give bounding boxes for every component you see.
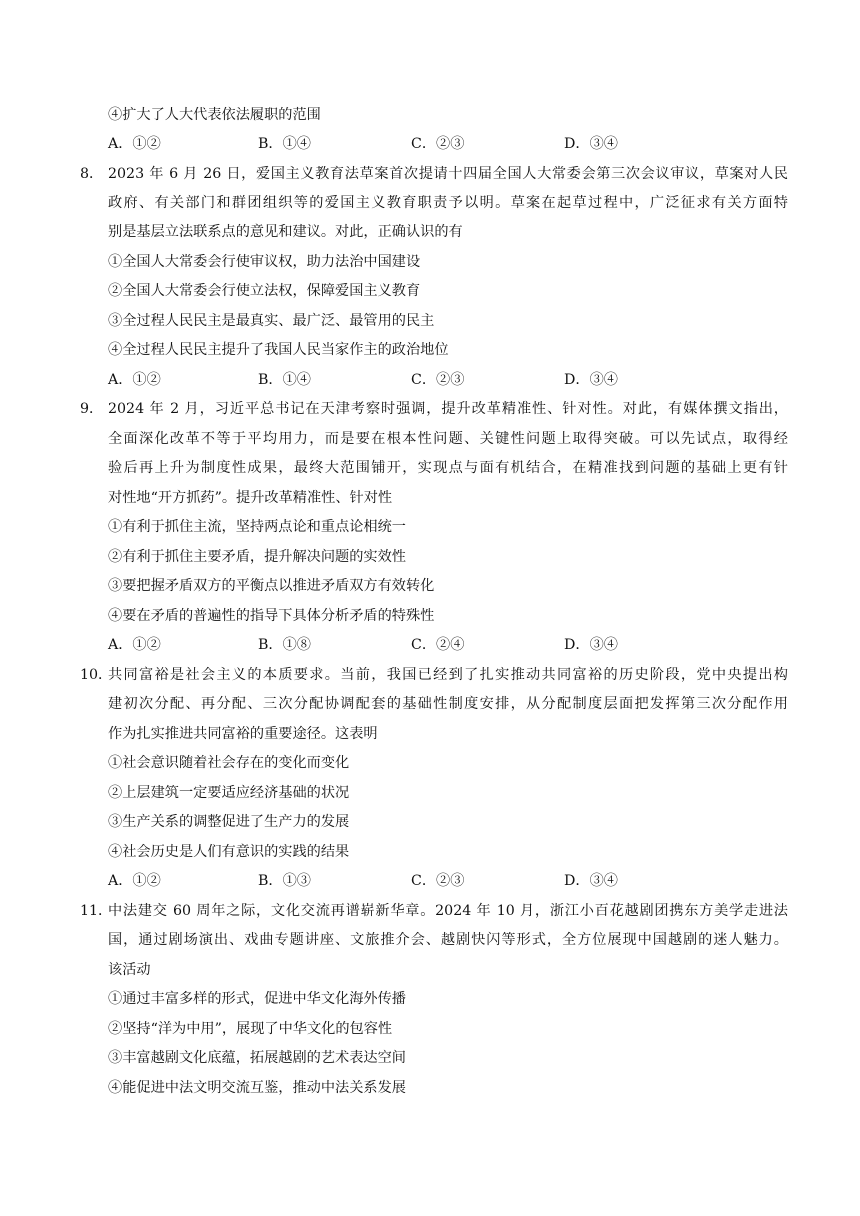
option-a: A．①② bbox=[108, 637, 161, 653]
question-stem-line: 对性地“开方抓药”。提升改革精准性、针对性 bbox=[108, 490, 393, 506]
question-stem-line: 建初次分配、再分配、三次分配协调配套的基础性制度安排，从分配制度层面把发挥第三次分配作用 bbox=[108, 696, 788, 712]
option-a: A．①② bbox=[108, 136, 161, 152]
statement-line: ③要把握矛盾双方的平衡点以推进矛盾双方有效转化 bbox=[108, 578, 435, 594]
statement-line: ①通过丰富多样的形式，促进中华文化海外传播 bbox=[108, 991, 406, 1007]
question-stem-line: 共同富裕是社会主义的本质要求。当前，我国已经到了扎实推动共同富裕的历史阶段，党中央提出构 bbox=[108, 667, 788, 683]
option-a: A．①② bbox=[108, 873, 161, 889]
statement-line: ①社会意识随着社会存在的变化而变化 bbox=[108, 755, 350, 771]
statement-line: ④要在矛盾的普遍性的指导下具体分析矛盾的特殊性 bbox=[108, 608, 435, 624]
question-number: 9． bbox=[80, 401, 104, 417]
option-b: B．①④ bbox=[258, 136, 311, 152]
statement-line: ③生产关系的调整促进了生产力的发展 bbox=[108, 814, 350, 830]
option-d: D．③④ bbox=[564, 372, 618, 388]
statement-line: ④全过程人民民主提升了我国人民当家作主的政治地位 bbox=[108, 342, 449, 358]
statement-line: ④能促进中法文明交流互鉴，推动中法关系发展 bbox=[108, 1080, 406, 1096]
question-stem-line: 全面深化改革不等于平均用力，而是要在根本性问题、关键性问题上取得突破。可以先试点，取得经 bbox=[108, 431, 788, 447]
option-c: C．②④ bbox=[411, 637, 465, 653]
statement-line: ②有利于抓住主要矛盾，提升解决问题的实效性 bbox=[108, 549, 406, 565]
question-stem-line: 中法建交 60 周年之际，文化交流再谱崭新华章。2024 年 10 月，浙江小百花越剧团携东方美学走进法 bbox=[108, 903, 788, 919]
statement-line: ③丰富越剧文化底蕴，拓展越剧的艺术表达空间 bbox=[108, 1050, 406, 1066]
option-d: D．③④ bbox=[564, 873, 618, 889]
statement-line: ②全国人大常委会行使立法权，保障爱国主义教育 bbox=[108, 283, 421, 299]
question-number: 10． bbox=[80, 667, 113, 683]
option-a: A．①② bbox=[108, 372, 161, 388]
option-c: C．②③ bbox=[411, 136, 465, 152]
question-number: 11． bbox=[80, 903, 113, 919]
option-b: B．①④ bbox=[258, 372, 311, 388]
question-stem-line: 2023 年 6 月 26 日，爱国主义教育法草案首次提请十四届全国人大常委会第三次会议审议，草案对人民 bbox=[108, 166, 788, 182]
answer-options bbox=[108, 871, 788, 891]
answer-options bbox=[108, 370, 788, 390]
option-b: B．①⑧ bbox=[258, 637, 311, 653]
question-stem-line: 该活动 bbox=[108, 962, 151, 978]
statement-line: ④社会历史是人们有意识的实践的结果 bbox=[108, 844, 350, 860]
question-stem-line: 政府、有关部门和群团组织等的爱国主义教育职责予以明。草案在起草过程中，广泛征求有关方面特 bbox=[108, 195, 788, 211]
option-c: C．②③ bbox=[411, 372, 465, 388]
question-stem-line: 别是基层立法联系点的意见和建议。对此，正确认识的有 bbox=[108, 224, 463, 240]
statement-line: ①有利于抓住主流，坚持两点论和重点论相统一 bbox=[108, 519, 406, 535]
question-stem-line: 作为扎实推进共同富裕的重要途径。这表明 bbox=[108, 726, 378, 742]
statement-line: ②坚持“洋为中用”，展现了中华文化的包容性 bbox=[108, 1021, 393, 1037]
answer-options bbox=[108, 635, 788, 655]
statement-line: ③全过程人民民主是最真实、最广泛、最管用的民主 bbox=[108, 313, 435, 329]
option-b: B．①③ bbox=[258, 873, 311, 889]
question-stem-line: 国，通过剧场演出、戏曲专题讲座、文旅推介会、越剧快闪等形式，全方位展现中国越剧的迷人魅力。 bbox=[108, 932, 788, 948]
option-c: C．②③ bbox=[411, 873, 465, 889]
option-d: D．③④ bbox=[564, 637, 618, 653]
statement-line: ④扩大了人大代表依法履职的范围 bbox=[108, 107, 321, 123]
statement-line: ①全国人大常委会行使审议权，助力法治中国建设 bbox=[108, 254, 421, 270]
question-stem-line: 2024 年 2 月，习近平总书记在天津考察时强调，提升改革精准性、针对性。对此，有媒体撰文指出， bbox=[108, 401, 788, 417]
question-number: 8． bbox=[80, 166, 104, 182]
answer-options bbox=[108, 134, 788, 154]
statement-line: ②上层建筑一定要适应经济基础的状况 bbox=[108, 785, 350, 801]
option-d: D．③④ bbox=[564, 136, 618, 152]
question-stem-line: 验后再上升为制度性成果，最终大范围铺开，实现点与面有机结合，在精准找到问题的基础上更有针 bbox=[108, 460, 788, 476]
